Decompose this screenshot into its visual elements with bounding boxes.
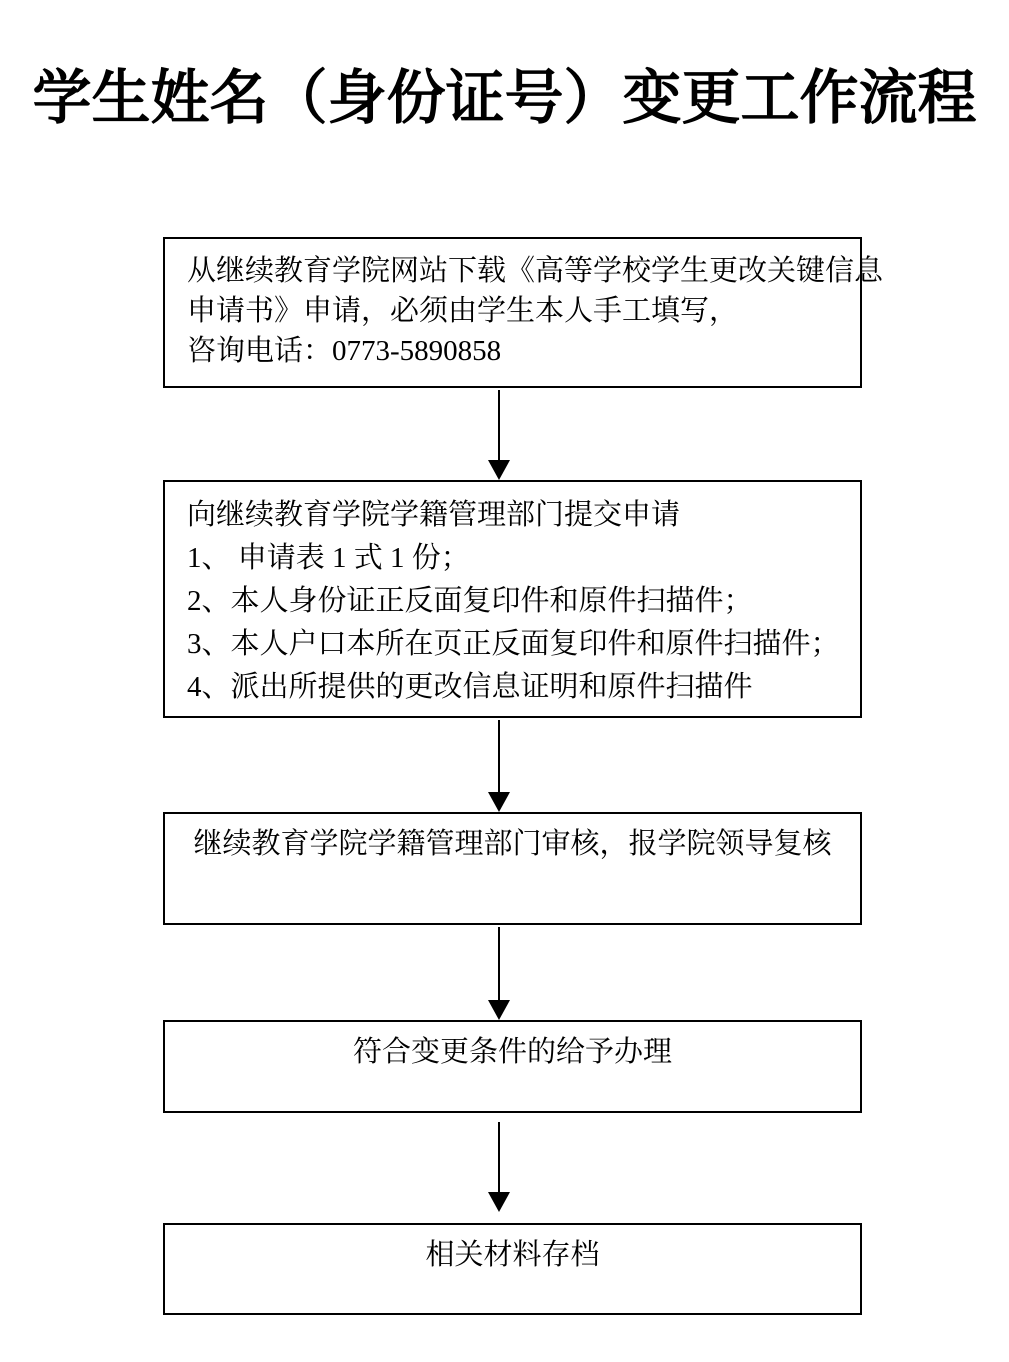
- step-text-line: 2、本人身份证正反面复印件和原件扫描件；: [187, 585, 753, 617]
- flow-step-archive-materials: [163, 1223, 862, 1315]
- flow-step-process-eligible: [163, 1020, 862, 1113]
- step-text-line: 符合变更条件的给予办理: [352, 1036, 672, 1068]
- step-text-line: 继续教育学院学籍管理部门审核，报学院领导复核: [193, 828, 832, 860]
- down-arrow-connector: [488, 1122, 512, 1212]
- step-text-line: 申请书》申请，必须由学生本人手工填写，: [187, 295, 739, 327]
- flow-step-department-review: [163, 812, 862, 925]
- page-title: 学生姓名（身份证号）变更工作流程: [32, 65, 977, 131]
- step-text-line: 向继续教育学院学籍管理部门提交申请: [187, 499, 681, 531]
- step-text-line: 从继续教育学院网站下载《高等学校学生更改关键信息: [187, 255, 884, 287]
- arrow-down-icon: [488, 1192, 510, 1212]
- arrow-shaft: [498, 390, 500, 466]
- down-arrow-connector: [488, 720, 512, 812]
- step-text-line: 4、派出所提供的更改信息证明和原件扫描件: [187, 671, 753, 703]
- step-text-line: 相关材料存档: [425, 1239, 600, 1271]
- down-arrow-connector: [488, 927, 512, 1020]
- step-text-line: 咨询电话：0773-5890858: [187, 335, 502, 367]
- step-text-line: 3、本人户口本所在页正反面复印件和原件扫描件；: [187, 628, 840, 660]
- flow-step-download-form: [163, 237, 884, 388]
- down-arrow-connector: [488, 390, 512, 480]
- arrow-down-icon: [488, 792, 510, 812]
- arrow-down-icon: [488, 1000, 510, 1020]
- arrow-shaft: [498, 1122, 500, 1198]
- flow-step-submit-application: [163, 480, 862, 718]
- step-text-line: 1、 申请表 1 式 1 份；: [187, 542, 470, 574]
- arrow-shaft: [498, 720, 500, 798]
- arrow-down-icon: [488, 460, 510, 480]
- arrow-shaft: [498, 927, 500, 1006]
